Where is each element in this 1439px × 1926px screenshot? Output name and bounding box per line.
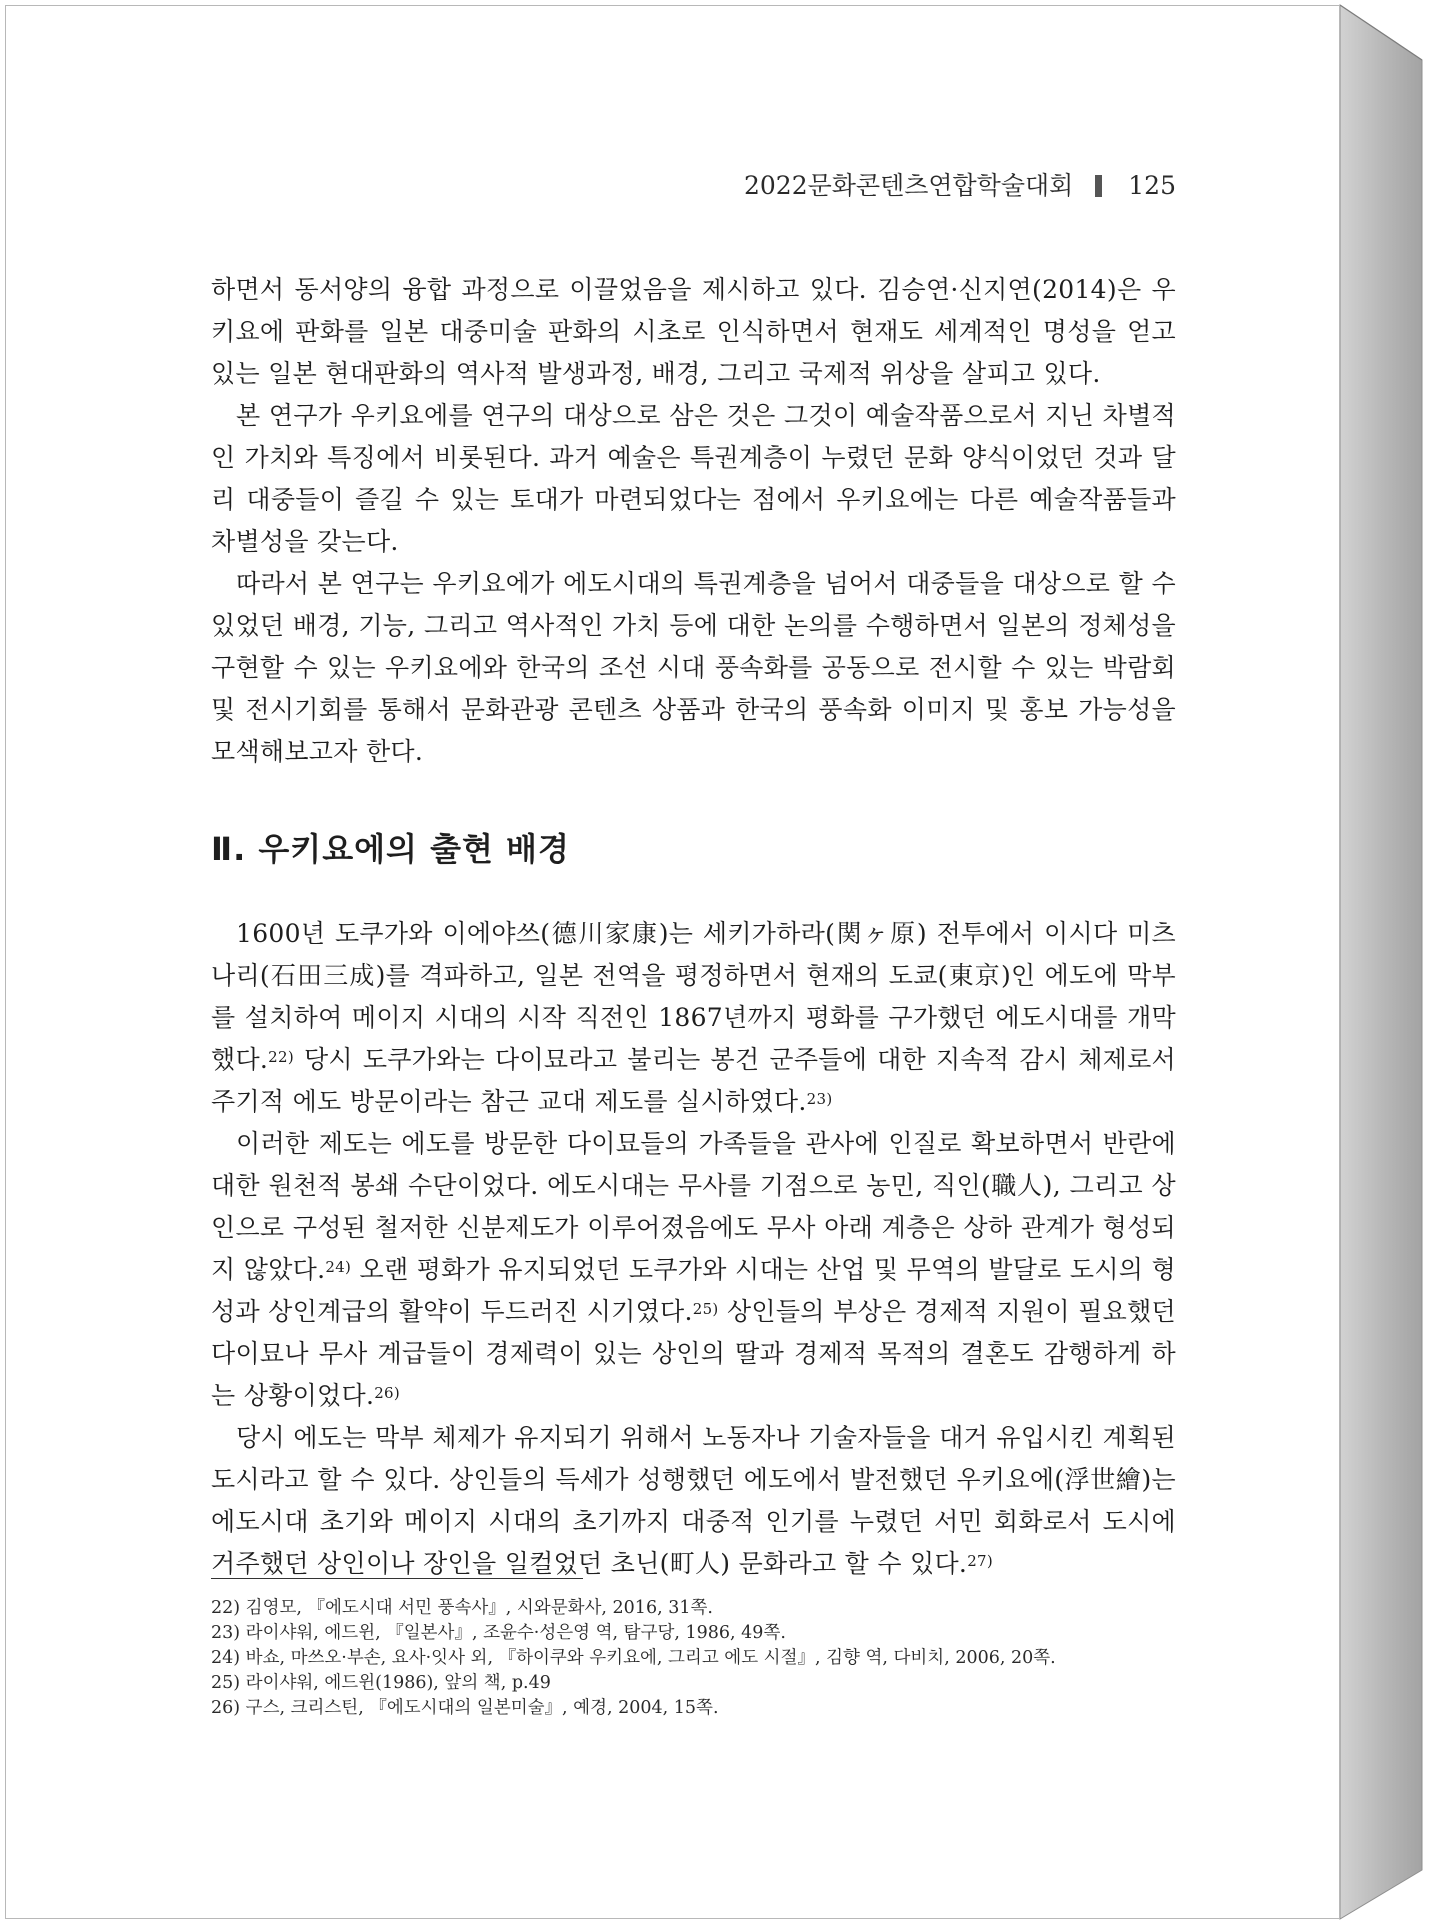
paragraph-text: 당시 도쿠가와는 다이묘라고 불리는 봉건 군주들에 대한 지속적 감시 체제로서 주기적 에도 방문이라는 참근 교대 제도를 실시하였다. [211, 1045, 1176, 1116]
running-head-title: 2022문화콘텐츠연합학술대회 [744, 171, 1074, 200]
page-number: 125 [1128, 171, 1176, 200]
running-head-separator [1095, 175, 1102, 197]
section-heading: Ⅱ. 우키요에의 출현 배경 [211, 830, 570, 868]
paragraph-text: 이러한 제도는 에도를 방문한 다이묘들의 가족들을 관사에 인질로 확보하면서 반란에 대한 원천적 봉쇄 수단이었다. 에도시대는 무사를 기점으로 농민, 직인(職人), 그리고 상인으로 구성된 철저한 신분제도가 이루어졌음에도 무사 아래 계층은 상하 관계가 형성되지 않았다. [211, 1129, 1176, 1284]
footnote-24: 24) 바쇼, 마쓰오·부손, 요사·잇사 외, 『하이쿠와 우키요에, 그리고 에도 시절』, 김향 역, 다비치, 2006, 20쪽. [211, 1648, 1056, 1668]
intro-paragraph-3: 따라서 본 연구는 우키요에가 에도시대의 특권계층을 넘어서 대중들을 대상으로 할 수 있었던 배경, 기능, 그리고 역사적인 가치 등에 대한 논의를 수행하면서 일본의 정체성을 구현할 수 있는 우키요에와 한국의 조선 시대 풍속화를 공동으로 전시할 수 있는 박람회 및 전시기회를 통해서 문화관광 콘텐츠 상품과 한국의 풍속화 이미지 및 홍보 가능성을 모색해보고자 한다. [211, 569, 1176, 766]
footnote-ref-24[interactable]: 24) [325, 1258, 352, 1276]
section-paragraph-3 [211, 1417, 1176, 1585]
document-page [5, 5, 1340, 1919]
footnote-divider [211, 1578, 583, 1579]
intro-text-block [211, 269, 1176, 773]
intro-paragraph-1: 하면서 동서양의 융합 과정으로 이끌었음을 제시하고 있다. 김승연·신지연(2014)은 우키요에 판화를 일본 대중미술 판화의 시초로 인식하면서 현재도 세계적인 명성을 얻고 있는 일본 현대판화의 역사적 발생과정, 배경, 그리고 국제적 위상을 살피고 있다. [211, 275, 1176, 388]
paragraph-text: 오랜 평화가 유지되었던 도쿠가와 시대는 산업 및 무역의 발달로 도시의 형성과 상인계급의 활약이 두드러진 시기였다. [211, 1255, 1177, 1326]
intro-paragraph-2: 본 연구가 우키요에를 연구의 대상으로 삼은 것은 그것이 예술작품으로서 지닌 차별적인 가치와 특징에서 비롯된다. 과거 예술은 특권계층이 누렸던 문화 양식이었던 것과 달리 대중들이 즐길 수 있는 토대가 마련되었다는 점에서 우키요에는 다른 예술작품들과 차별성을 갖는다. [211, 401, 1176, 556]
footnote-ref-23[interactable]: 23) [806, 1090, 833, 1108]
footnote-26: 26) 구스, 크리스틴, 『에도시대의 일본미술』, 예경, 2004, 15쪽. [211, 1698, 719, 1718]
footnote-ref-27[interactable]: 27) [967, 1552, 994, 1570]
paragraph-text: 당시 에도는 막부 체제가 유지되기 위해서 노동자나 기술자들을 대거 유입시킨 계획된 도시라고 할 수 있다. 상인들의 득세가 성행했던 에도에서 발전했던 우키요에(浮世繪)는 에도시대 초기와 메이지 시대의 초기까지 대중적 인기를 누렸던 서민 회화로서 도시에 거주했던 상인이나 장인을 일컬었던 초닌(町人) 문화라고 할 수 있다. [211, 1423, 1176, 1578]
footnote-23: 23) 라이샤워, 에드윈, 『일본사』, 조윤수·성은영 역, 탐구당, 1986, 49쪽. [211, 1623, 786, 1643]
paragraph-text: 1600년 도쿠가와 이에야쓰(德川家康)는 세키가하라(関ヶ原) 전투에서 이시다 미츠나리(石田三成)를 격파하고, 일본 전역을 평정하면서 현재의 도쿄(東京)인 에도에 막부를 설치하여 메이지 시대의 시작 직전인 1867년까지 평화를 구가했던 에도시대를 개막했다. [211, 919, 1176, 1074]
footnote-ref-26[interactable]: 26) [374, 1384, 401, 1402]
page-edge-side [1340, 5, 1422, 1919]
footnote-25: 25) 라이샤워, 에드윈(1986), 앞의 책, p.49 [211, 1673, 551, 1693]
footnote-ref-25[interactable]: 25) [692, 1300, 719, 1318]
paragraph-text: 상인들의 부상은 경제적 지원이 필요했던 다이묘나 무사 계급들이 경제력이 있는 상인의 딸과 경제적 목적의 결혼도 감행하게 하는 상황이었다. [211, 1297, 1176, 1410]
running-head [706, 166, 1176, 202]
footnotes [211, 1596, 1171, 1721]
footnote-22: 22) 김영모, 『에도시대 서민 풍속사』, 시와문화사, 2016, 31쪽. [211, 1598, 713, 1618]
section-paragraph-2 [211, 1123, 1176, 1417]
section-paragraph-1 [211, 913, 1176, 1123]
section-text-block [211, 913, 1176, 1585]
footnote-ref-22[interactable]: 22) [268, 1048, 294, 1066]
